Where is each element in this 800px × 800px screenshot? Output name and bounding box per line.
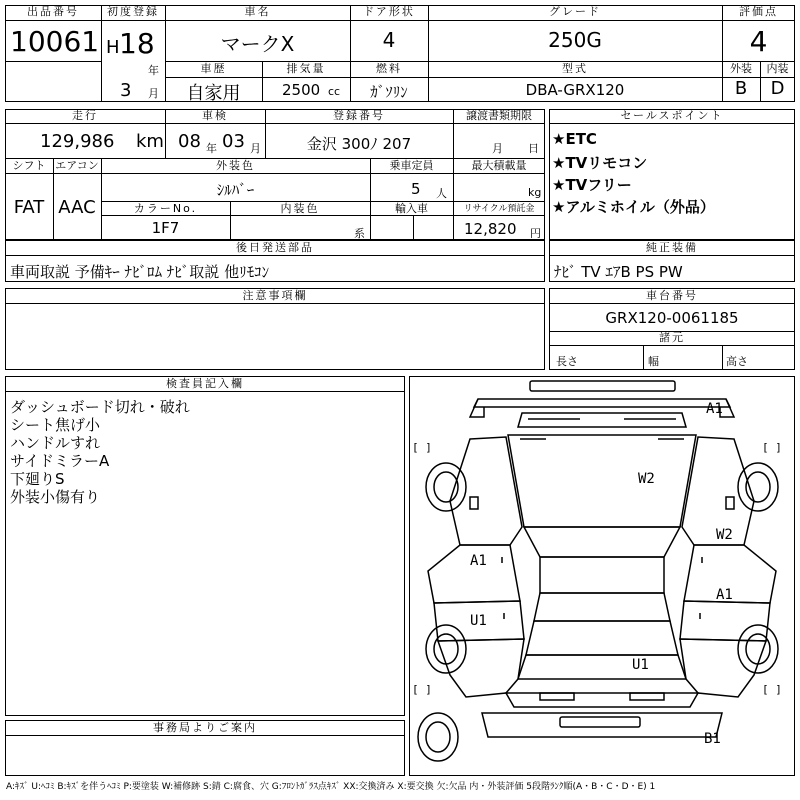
inspector-line: サイドミラーA [10, 452, 110, 470]
mileage-value: 129,986 [40, 131, 115, 152]
era: H [106, 37, 120, 58]
notes-label: 注意事項欄 [242, 289, 308, 302]
capacity-value: 5 [411, 180, 421, 198]
door-value: 4 [382, 28, 396, 52]
score-value: 4 [749, 25, 768, 58]
year-unit: 年 [148, 64, 159, 77]
recycle-label: リサイクル預託金 [463, 204, 535, 214]
later-parts-label: 後日発送部品 [236, 241, 314, 254]
displacement-value: 2500 [282, 81, 321, 99]
inspector-line: 外装小傷有り [10, 488, 101, 506]
plate-value: 金沢 300ﾉ 207 [306, 135, 412, 153]
length-label: 長さ [556, 355, 578, 368]
mark-b1-rear-bumper: B1 [704, 731, 721, 747]
mark-u1-left-rear-door: U1 [470, 613, 487, 629]
door-label: ドア形状 [363, 5, 415, 18]
equipment-label: 純正装備 [646, 241, 698, 254]
color-no-value: 1F7 [151, 219, 180, 237]
bracket-right-rear: [ ] [762, 683, 782, 696]
car-name-label: 車名 [244, 5, 271, 18]
lot-no-label: 出品番号 [27, 5, 79, 18]
grade-label: グレード [549, 5, 601, 18]
model-label: 型式 [562, 62, 588, 75]
sales-point-item: ★ETC [552, 130, 597, 148]
recycle-unit: 円 [530, 227, 541, 240]
inspector-line: ダッシュボード切れ・破れ [10, 398, 190, 416]
inspection-year-unit: 年 [206, 142, 217, 155]
first-reg-year: 18 [119, 27, 155, 60]
shift-label: シフト [12, 159, 46, 172]
fuel-label: 燃料 [376, 62, 402, 75]
import-label: 輸入車 [395, 202, 428, 215]
inspection-year: 08 [178, 131, 201, 152]
exterior-value: B [734, 78, 748, 99]
chassis-value: GRX120-0061185 [605, 309, 739, 327]
mark-a1-front-bumper: A1 [706, 401, 723, 417]
recycle-value: 12,820 [464, 220, 517, 238]
load-label: 最大積載量 [471, 159, 527, 172]
later-parts-value: 車両取説 予備ｷｰ ﾅﾋﾞﾛﾑ ﾅﾋﾞ取説 他ﾘﾓｺﾝ [10, 263, 270, 281]
car-name: マークX [220, 32, 295, 56]
color-no-label: カラーNo. [133, 202, 198, 215]
plate-label: 登録番号 [333, 109, 385, 122]
grade-value: 250G [548, 28, 602, 52]
inspector-line: シート焦げ小 [10, 416, 101, 434]
inspection-month: 03 [222, 131, 245, 152]
ac-value: AAC [58, 197, 96, 218]
transfer-label: 譲渡書類期限 [466, 109, 532, 122]
bracket-left-front: [ ] [412, 441, 432, 454]
displacement-label: 排気量 [286, 62, 326, 75]
shift-value: FAT [13, 197, 45, 218]
car-diagram [409, 376, 795, 776]
inspector-label: 検査員記入欄 [166, 377, 244, 390]
int-color-unit: 系 [354, 227, 365, 240]
mark-w2-hood: W2 [638, 471, 655, 487]
bracket-left-rear: [ ] [412, 683, 432, 696]
inspector-line: 下廻りS [10, 470, 65, 488]
chassis-label: 車台番号 [646, 289, 698, 302]
displacement-unit: cc [328, 85, 341, 98]
sales-point-item: ★TVフリー [552, 176, 632, 194]
car-outline-drawing [410, 377, 794, 775]
inspector-line: ハンドルすれ [10, 434, 101, 452]
model-value: DBA-GRX120 [525, 81, 625, 99]
first-reg-label: 初度登録 [107, 5, 159, 18]
capacity-label: 乗車定員 [389, 159, 434, 172]
office-label: 事務局よりご案内 [153, 721, 257, 734]
height-label: 高さ [726, 355, 748, 368]
mark-w2-right-door: W2 [716, 527, 733, 543]
transfer-month-unit: 月 [492, 142, 503, 155]
inspection-month-unit: 月 [250, 142, 261, 155]
mark-a1-left-door: A1 [470, 553, 487, 569]
exterior-label: 外装 [730, 62, 752, 75]
ac-label: エアコン [55, 159, 99, 172]
sales-points-label: セールスポイント [620, 109, 724, 122]
int-color-label: 内装色 [280, 202, 320, 215]
first-reg-month: 3 [120, 80, 132, 101]
mark-a1-right-rear-door: A1 [716, 587, 733, 603]
damage-legend: A:ｷｽﾞ U:ﾍｺﾐ B:ｷｽﾞを伴うﾍｺﾐ P:要塗装 W:補修跡 S:錆 C:腐食、穴 G:ﾌﾛﾝﾄｶﾞﾗｽ点ｷｽﾞ XX:交換済み X:要交換 欠:欠品 内・外装評価 5段階ﾗﾝｸ順(A・B・C・D・E) 1 [6, 782, 656, 792]
bracket-right-front: [ ] [762, 441, 782, 454]
mileage-unit: km [136, 131, 164, 152]
equipment-value: ﾅﾋﾞ TV ｴｱB PS PW [554, 263, 683, 281]
ext-color-value: ｼﾙﾊﾞｰ [216, 181, 255, 199]
sales-point-item: ★アルミホイル（外品） [552, 198, 715, 216]
fuel-value: ｶﾞｿﾘﾝ [370, 83, 408, 101]
score-label: 評価点 [739, 5, 778, 18]
lot-no: 10061 [10, 25, 100, 58]
sales-point-item: ★TVリモコン [552, 154, 648, 172]
interior-value: D [770, 78, 785, 99]
load-unit: kg [528, 186, 542, 199]
interior-label: 内装 [766, 62, 789, 75]
mark-u1-trunk: U1 [632, 657, 649, 673]
history-label: 車歴 [200, 62, 227, 75]
transfer-day-unit: 日 [528, 142, 539, 155]
capacity-unit: 人 [436, 187, 447, 200]
month-unit: 月 [148, 87, 159, 100]
dims-label: 諸元 [659, 331, 685, 344]
history-value: 自家用 [186, 83, 241, 104]
width-label: 幅 [648, 355, 659, 368]
ext-color-label: 外装色 [216, 159, 255, 172]
inspection-label: 車検 [202, 109, 228, 122]
mileage-label: 走行 [72, 109, 98, 122]
